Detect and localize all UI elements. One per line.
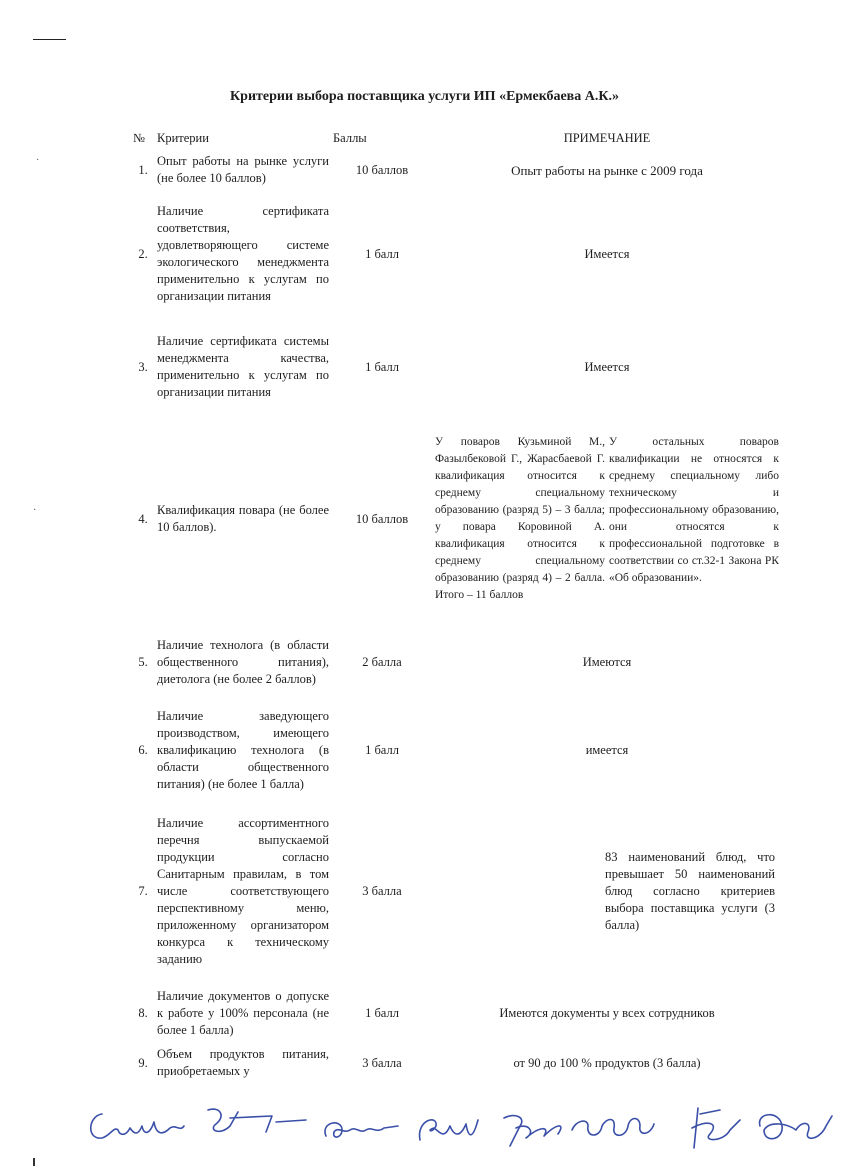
- row-number: 9.: [138, 1055, 148, 1070]
- row-criteria: Наличие сертификата соответствия, удовлетворяющего системе экологического менеджмента применительно к услугам по организации питания: [157, 204, 329, 303]
- row-number: 7.: [138, 883, 148, 898]
- signature-2: [208, 1109, 306, 1132]
- row-points: 3 балла: [362, 1055, 402, 1070]
- header-points: Баллы: [333, 131, 367, 145]
- row-note: Имеются: [582, 654, 632, 669]
- signature-3: [325, 1123, 398, 1137]
- row-points: 2 балла: [362, 654, 402, 669]
- table-row: [131, 1042, 781, 1084]
- corner-mark: [33, 39, 66, 40]
- row-criteria: Наличие заведующего производством, имеющего квалификацию технолога (в области общественного питания) (не более 1 балла): [157, 708, 329, 791]
- note-right: У остальных поваров квалификации не относятся к среднему специальному либо техническому и профессиональному образованию, они относятся к профессиональной подготовке в соответствии со ст.32-1 Закона РК «Об образовании».: [609, 436, 779, 584]
- table-row: [131, 190, 781, 318]
- table-row: [131, 622, 781, 702]
- stray-mark: ·: [36, 155, 40, 166]
- table-row: [131, 318, 781, 416]
- signature-5: [504, 1116, 561, 1146]
- row-criteria: Наличие ассортиментного перечня выпускаемой продукции согласно Санитарным правилам, в том числе соответствующего перспективному меню, приложенному организатором конкурса к техническому заданию: [157, 815, 329, 966]
- signature-8: [760, 1115, 832, 1139]
- row-number: 5.: [138, 654, 148, 669]
- row-points: 10 баллов: [355, 162, 409, 177]
- row-points: 1 балл: [365, 359, 399, 374]
- row-criteria: Наличие сертификата системы менеджмента качества, применительно к услугам по организации питания: [157, 334, 329, 399]
- row-criteria: Наличие документов о допуске к работе у 100% персонала (не более 1 балла): [157, 988, 329, 1037]
- row-note: Опыт работы на рынке с 2009 года: [511, 162, 703, 178]
- signature-7: [692, 1108, 740, 1148]
- row-note: [433, 798, 781, 984]
- row-criteria: Опыт работы на рынке услуги (не более 10 баллов): [157, 154, 329, 185]
- edge-mark: [33, 1158, 35, 1166]
- table-row: [131, 984, 781, 1042]
- row-note: от 90 до 100 % продуктов (3 балла): [513, 1055, 701, 1070]
- row-number: 1.: [138, 162, 148, 177]
- row-note: Имеются документы у всех сотрудников: [499, 1005, 715, 1020]
- document-title: Критерии выбора поставщика услуги ИП «Ермекбаева А.К.»: [230, 89, 619, 104]
- signatures: [80, 1096, 840, 1156]
- header-no: №: [133, 131, 145, 145]
- signature-4: [420, 1120, 478, 1140]
- signature-6: [572, 1119, 654, 1136]
- header-criteria: Критерии: [157, 131, 209, 145]
- row-note: [433, 416, 781, 622]
- table-row: [131, 150, 781, 190]
- stray-mark: ·: [33, 505, 37, 516]
- note-left: У поваров Кузьминой М., Фазылбековой Г., Жарасбаевой Г. квалификация относится к среднему специальному образованию (разряд 5) – 3 балла; у повара Коровиной А. квалификация относится к среднему специальному образованию (разряд 4) – 2 балла. Итого – 11 баллов: [435, 436, 605, 601]
- row-number: 3.: [138, 359, 148, 374]
- row-points: 1 балл: [365, 1005, 399, 1020]
- row-points: 10 баллов: [355, 511, 409, 526]
- row-note: Имеется: [584, 246, 630, 261]
- row-number: 8.: [138, 1005, 148, 1020]
- table-header-row: [131, 130, 781, 150]
- row-number: 2.: [138, 246, 148, 261]
- row-criteria: Квалификация повара (не более 10 баллов).: [157, 503, 329, 534]
- row-points: 1 балл: [365, 742, 399, 757]
- row-criteria: Объем продуктов питания, приобретаемых у: [157, 1047, 329, 1078]
- criteria-table: [131, 130, 781, 1084]
- table-row: [131, 702, 781, 798]
- row-criteria: Наличие технолога (в области общественного питания), диетолога (не более 2 баллов): [157, 637, 329, 686]
- signature-1: [91, 1114, 184, 1138]
- table-row: [131, 798, 781, 984]
- row-note-text: 83 наименований блюд, что превышает 50 наименований блюд согласно критериев выбора поставщика услуги (3 балла): [605, 849, 775, 932]
- table-row: [131, 416, 781, 622]
- row-points: 3 балла: [362, 883, 402, 898]
- row-note: Имеется: [584, 359, 630, 374]
- row-number: 6.: [138, 742, 148, 757]
- header-note: ПРИМЕЧАНИЕ: [563, 131, 651, 145]
- row-points: 1 балл: [365, 246, 399, 261]
- row-number: 4.: [138, 511, 148, 526]
- row-note: имеется: [585, 742, 629, 757]
